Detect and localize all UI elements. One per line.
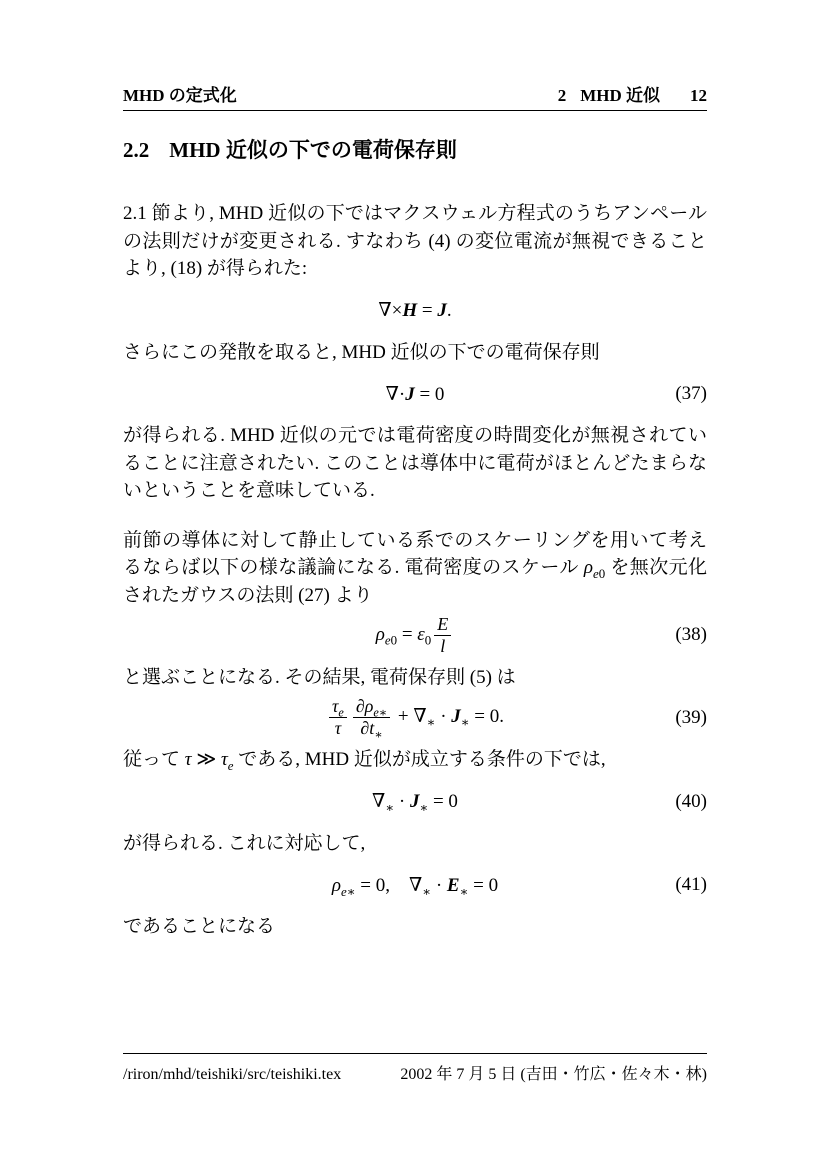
equation-39 (123, 696, 707, 742)
equation-40-body: $\nabla_∗ \cdot J_∗ = 0$ (372, 791, 458, 815)
equation-39-number: (39) (675, 706, 707, 728)
paragraph-scaling: 前節の導体に対して静止している系でのスケーリングを用いて考えるならば以下の様な議論になる. 電荷密度のスケール $\rho_{e0}$ を無次元化されたガウスの法則 (27) より (123, 529, 707, 606)
header-page-number: 12 (690, 86, 707, 105)
paragraph-charge-density-note: が得られる. MHD 近似の元では電荷密度の時間変化が無視されていることに注意されたい. このことは導体中に電荷がほとんどたまらないということを意味している. (123, 425, 707, 501)
equation-37-number: (37) (675, 383, 707, 404)
equation-ampere-body: ∇×H = J. (378, 300, 452, 321)
paragraph-intro: 2.1 節より, MHD 近似の下ではマクスウェル方程式のうちアンペールの法則だけが変更される. すなわち (4) の変位電流が無視できることより, (18) が得られた: (123, 203, 707, 279)
equation-40-number: (40) (675, 790, 707, 812)
section-number: 2.2 (123, 138, 150, 162)
header-right-group (558, 86, 707, 106)
text-block (123, 0, 707, 941)
section-heading (123, 136, 707, 164)
page-footer (123, 1053, 707, 1084)
equation-38 (123, 615, 707, 656)
paragraph-correspondence: が得られる. これに対応して, (123, 832, 366, 854)
header-section-label: MHD 近似 (580, 86, 660, 105)
equation-41-number: (41) (675, 874, 707, 896)
equation-38-number: (38) (675, 624, 707, 646)
paragraph-condition: 従って τ ≫ $\tau_e$ である, MHD 近似が成立する条件の下では, (123, 749, 606, 773)
section-title: MHD 近似の下での電荷保存則 (169, 138, 457, 162)
equation-38-body: $\rho_{e0} = \varepsilon_0$ $\frac{E}{l}$ (376, 615, 454, 656)
equation-37-body: ∇·J = 0 (385, 383, 445, 405)
paragraph-conclusion: であることになる (123, 916, 276, 938)
equation-41-body: $\rho_{e∗} = 0$, $\nabla_∗ \cdot E_∗ = 0$ (331, 874, 499, 899)
paragraph-divergence: さらにこの発散を取ると, MHD 近似の下での電荷保存則 (123, 341, 600, 363)
equation-39-body: $\frac{\tau_e}{\tau}$ $\frac{\partial\rho_{e∗}}{\partial t_∗}$ + $\nabla_∗ \cdot J_∗ = 0$. (326, 697, 504, 738)
equation-41 (123, 869, 707, 901)
footer-file-path: /riron/mhd/teishiki/src/teishiki.tex (123, 1066, 342, 1083)
footer-date-authors: 2002 年 7 月 5 日 (吉田・竹広・佐々木・林) (400, 1066, 707, 1083)
equation-40 (123, 786, 707, 818)
header-section-number: 2 (557, 86, 567, 105)
equation-ampere-law (123, 295, 707, 327)
running-header (123, 86, 707, 111)
header-left-title: MHD の定式化 (123, 86, 237, 105)
paragraph-choice: と選ぶことになる. その結果, 電荷保存則 (5) は (123, 666, 516, 688)
equation-37 (123, 378, 707, 410)
